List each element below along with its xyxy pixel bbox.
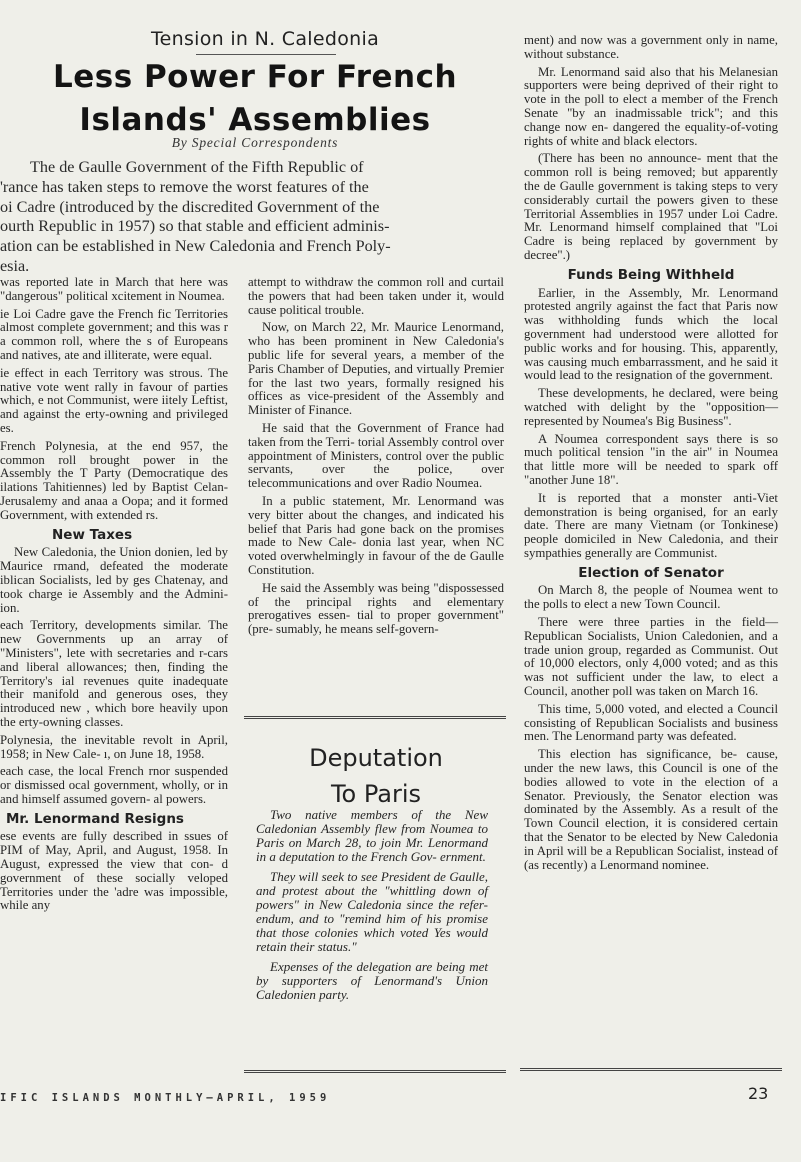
paragraph: This election has significance, be- cause, under the new laws, this Council is one of the bodies allowed to vote in the election of a Senator. Previously, the Senator election was dominated by the Assembly. As a result of the Town Council election, it is considered certain that the Senator to be elected by New Caledonia in April will be a Republican Socialist, instead of (as recently) a Lenormand nominee. (524, 747, 778, 872)
column-3-end-rule (520, 1068, 782, 1071)
subhead-election-of-senator: Election of Senator (578, 564, 724, 581)
paragraph: French Polynesia, at the end 957, the common roll brought power in the Assembly the T Party (Democratique des ilations Tahitiennes) led by Baptist Celan-Jerusalemy and anaa a Oopa; and it formed Government, with extended rs. (0, 438, 228, 522)
paragraph: was reported late in March that here was "dangerous" political xcitement in Noumea. (0, 275, 228, 303)
byline: By Special Correspondents (171, 135, 339, 150)
paragraph: Now, on March 22, Mr. Maurice Lenormand, who has been prominent in New Caledonia's public life for several years, a member of the Paris Chamber of Deputies, and virtually Premier for the last two years, formally resigned his offices as vice-president of the Assembly and Minister of Finance. (248, 320, 504, 418)
column-2 (248, 276, 504, 641)
paragraph: New Caledonia, the Union donien, led by Maurice rmand, defeated the moderate iblican Socialists, led by ges Chatenay, and took charge ie Assembly and the Admini- ion. (0, 545, 228, 615)
column-1 (0, 276, 228, 917)
box-paragraph: They will seek to see President de Gaulle, and protest about the "whittling down of powers" in New Caledonia since the refer- endum, and to "remind him of his promise that those colonies which voted Yes would retain their status." (256, 869, 488, 954)
box-title (248, 740, 504, 812)
intro-paragraph (0, 158, 490, 277)
intro-line: ation can be established in New Caledonia and French Poly- (0, 237, 391, 256)
paragraph: each case, the local French rnor suspended or dismissed ocal government, wholly, or in and himself assumed govern- al powers. (0, 764, 228, 806)
paragraph: There were three parties in the field—Republican Socialists, Union Caledonien, and a trade union group, regarded as Communist. Out of 10,000 electors, only 4,000 voted; and as this was not sufficient under the law, to elect a Council, another poll was taken on March 16. (524, 615, 778, 699)
paragraph: These developments, he declared, were being watched with delight by the "opposition—represented by Noumea's Big Business". (524, 386, 778, 428)
paragraph: He said the Assembly was being "dispossessed of the principal rights and elementary prerogatives essen- tial to proper government" (pre- sumably, he means self-govern- (248, 580, 504, 637)
headline (20, 56, 490, 142)
paragraph: ese events are fully described in ssues of PIM of May, April, and August, 1958. In August, expressed the view that con- d government of these socially veloped Territories under the 'adre was impossible, while any (0, 829, 228, 913)
box-title-line-2: To Paris (330, 780, 422, 808)
paragraph: He said that the Government of France had taken from the Terri- torial Assembly control over appointment of Ministers, control over the public servants, over the police, over telecommunications and over Radio Noumea. (248, 420, 504, 491)
paragraph: Mr. Lenormand said also that his Melanesian supporters were being deprived of their right to vote in the poll to elect a member of the French Senate "by an inadmissable trick"; and this change now en- dangered the equality-of-voting rights of white and black electors. (524, 64, 778, 148)
column-3 (524, 34, 778, 876)
paragraph: (There has been no announce- ment that the common roll is being removed; but apparently the de Gaulle government is taking steps to very considerably curtail the powers given to these Territorial Assemblies in 1957 under Loi Cadre. Mr. Lenormand himself complained that "Loi Cadre is being replaced by government by decree".) (524, 151, 778, 262)
box-text (256, 808, 488, 1008)
paragraph: Polynesia, the inevitable revolt in April, 1958; in New Cale- ı, on June 18, 1958. (0, 732, 228, 761)
intro-line: ourth Republic in 1957) so that stable and efficient adminis- (0, 217, 390, 236)
box-paragraph: Two native members of the New Caledonian Assembly flew from Noumea to Paris on March 28, to join Mr. Lenormand in a deputation to the French Gov- ernment. (256, 807, 488, 864)
subhead-lenormand-resigns: Mr. Lenormand Resigns (6, 810, 184, 827)
paragraph: ie Loi Cadre gave the French fic Territories almost complete government; and this was r a common roll, where the s of Europeans and natives, ate and illiterate, were equal. (0, 306, 228, 362)
paragraph: This time, 5,000 voted, and elected a Council consisting of Republican Socialists and business men. The Lenormand party was defeated. (524, 701, 778, 744)
section-kicker: Tension in N. Caledonia (150, 28, 380, 50)
running-footer: IFIC ISLANDS MONTHLY—APRIL, 1959 (0, 1092, 331, 1104)
box-top-rule (244, 716, 506, 719)
intro-line: esia. (0, 256, 30, 275)
headline-line-2: Islands' Assemblies (79, 102, 431, 138)
headline-line-1: Less Power For French (52, 59, 458, 95)
paragraph: ment) and now was a government only in name, without substance. (524, 33, 778, 61)
paragraph: attempt to withdraw the common roll and curtail the powers that had been taken under it, would cause political trouble. (248, 275, 504, 317)
paragraph: In a public statement, Mr. Lenormand was very bitter about the changes, and indicated his belief that Paris had gone back on the promises made to New Cale- donia last year, when NC voted overwhelmingly in favour of the de Gaulle Constitution. (248, 493, 504, 577)
intro-line: oi Cadre (introduced by the discredited Government of the (0, 197, 380, 216)
paragraph: On March 8, the people of Noumea went to the polls to elect a new Town Council. (524, 583, 778, 612)
box-paragraph: Expenses of the delegation are being met by supporters of Lenormand's Union Caledonien party. (256, 959, 488, 1002)
paragraph: ie effect in each Territory was strous. The native vote went rally in favour of parties which, e not Communist, were iitely Leftist, and against the erty-owning and privileged es. (0, 365, 228, 435)
paragraph: each Territory, developments similar. The new Governments up an array of "Ministers", lete with secretaries and r-cars and liberal allowances; then, finding the Territory's ial revenues quite inadequate their manifold and generous oses, they introduced new , which bore heavily upon the erty-owning classes. (0, 618, 228, 729)
kicker-rule (196, 54, 336, 55)
box-title-line-1: Deputation (309, 744, 443, 772)
page-number: 23 (748, 1084, 769, 1103)
paragraph: A Noumea correspondent says there is so much political tension "in the air" in Noumea that little more will be needed to spark off "another June 18". (524, 431, 778, 487)
intro-line: 'rance has taken steps to remove the worst features of the (0, 177, 369, 196)
subhead-new-taxes: New Taxes (52, 526, 133, 543)
paragraph: Earlier, in the Assembly, Mr. Lenormand protested angrily against the fact that Paris now was withholding funds which the local government had understood were allotted for public works and for housing. This, apparently, was causing much embarrassment, and he said it would lead to the resignation of the government. (524, 285, 778, 383)
paragraph: It is reported that a monster anti-Viet demonstration is being organised, for an early date. There are many Vietnam (or Tonkinese) people domiciled in New Caledonia, and their sympathies generally are Communist. (524, 490, 778, 560)
intro-line: The de Gaulle Government of the Fifth Republic of (30, 158, 364, 176)
subhead-funds-withheld: Funds Being Withheld (567, 266, 735, 283)
box-bottom-rule (244, 1070, 506, 1073)
